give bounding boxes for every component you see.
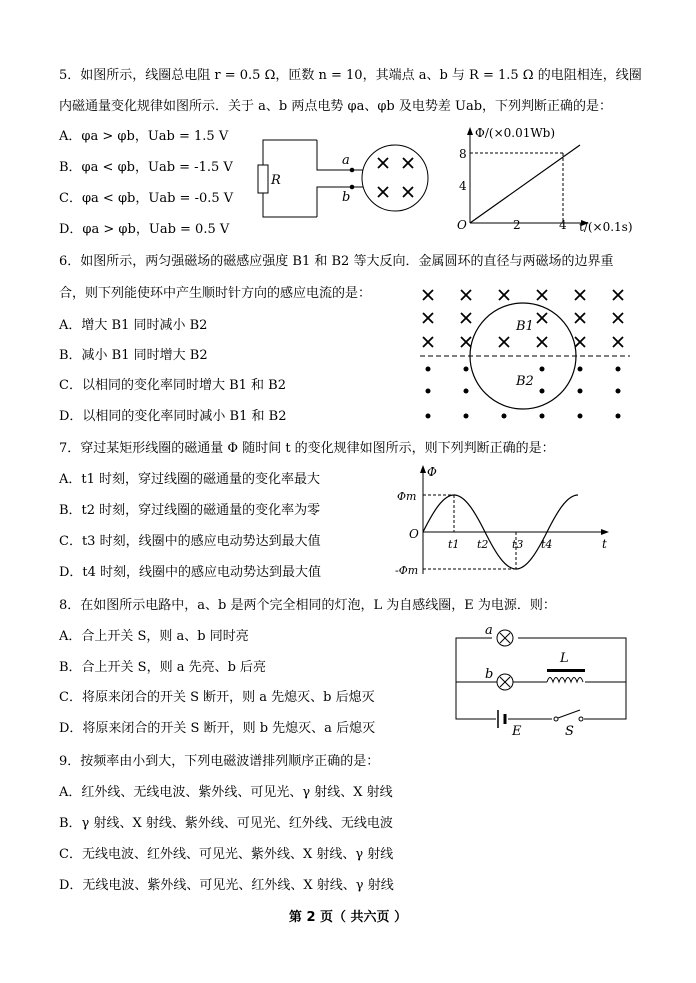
q5-graph-xtick-4: 4	[559, 218, 567, 232]
q5-graph-ytick-8: 8	[459, 147, 467, 161]
q8-label-l: L	[560, 651, 569, 666]
q7-graph-ymin: -Φm	[395, 564, 419, 577]
q5-flux-graph	[455, 125, 645, 235]
q6-b1-label: B1	[516, 319, 534, 334]
q8-label-b: b	[485, 667, 494, 682]
q9-option-b: B．γ 射线、X 射线、紫外线、可见光、红外线、无线电波	[59, 816, 393, 831]
page-footer: 第 2 页（ 共六页 ）	[288, 910, 408, 925]
q7-tick-t3: t3	[512, 538, 524, 551]
q8-option-b: B．合上开关 S，则 a 先亮、b 后亮	[59, 660, 267, 675]
q8-label-e: E	[512, 724, 522, 739]
q5-option-a: A．φa > φb，Uab = 1.5 V	[59, 129, 229, 144]
q8-label-s: S	[565, 724, 574, 739]
q5-terminal-a: a	[342, 153, 350, 168]
q7-option-d: D．t4 时刻，线圈中的感应电动势达到最大值	[59, 565, 322, 580]
q5-stem-line1: 5．如图所示，线圈总电阻 r = 0.5 Ω，匝数 n = 10，其端点 a、b 与 R = 1.5 Ω 的电阻相连，线圈	[59, 68, 642, 83]
q5-circuit-figure	[255, 135, 445, 225]
q6-option-c: C．以相同的变化率同时增大 B1 和 B2	[59, 378, 286, 393]
q5-graph-xtick-2: 2	[513, 218, 521, 232]
q6-stem-line2: 合，则下列能使环中产生顺时针方向的感应电流的是：	[59, 286, 372, 301]
q7-flux-graph	[393, 462, 623, 582]
q9-option-c: C．无线电波、红外线、可见光、紫外线、X 射线、γ 射线	[59, 847, 394, 862]
q5-graph-ytick-4: 4	[459, 179, 467, 193]
q7-graph-xlabel: t	[602, 537, 607, 551]
q9-stem: 9．按频率由小到大，下列电磁波谱排列顺序正确的是：	[59, 754, 380, 769]
q8-option-c: C．将原来闭合的开关 S 断开，则 a 先熄灭、b 后熄灭	[59, 690, 375, 705]
q6-stem-line1: 6．如图所示，两匀强磁场的磁感应强度 B1 和 B2 等大反向．金属圆环的直径与两磁场的边界重	[59, 254, 614, 269]
q7-graph-ymax: Φm	[397, 490, 417, 503]
q5-terminal-b: b	[342, 190, 351, 205]
q5-stem-line2: 内磁通量变化规律如图所示．关于 a、b 两点电势 φa、φb 及电势差 Uab，下列判断正确的是：	[59, 99, 613, 114]
q6-field-figure	[418, 285, 638, 425]
q5-graph-origin: O	[457, 218, 467, 232]
q5-graph-ylabel: Φ/(×0.01Wb)	[475, 126, 556, 140]
q8-option-d: D．将原来闭合的开关 S 断开，则 b 先熄灭、a 后熄灭	[59, 721, 376, 736]
q6-crosses-row1	[423, 290, 623, 300]
q7-tick-t2: t2	[477, 538, 489, 551]
q5-graph-xlabel: t/(×0.1s)	[579, 220, 633, 234]
q5-resistor-label: R	[271, 173, 281, 188]
q6-b2-label: B2	[516, 374, 534, 389]
q8-stem: 8．在如图所示电路中，a、b 是两个完全相同的灯泡，L 为自感线圈，E 为电源．则：	[59, 598, 556, 613]
q9-option-a: A．红外线、无线电波、紫外线、可见光、γ 射线、X 射线	[59, 785, 393, 800]
q7-graph-ylabel: Φ	[427, 465, 437, 479]
q7-option-b: B．t2 时刻，穿过线圈的磁通量的变化率为零	[59, 503, 321, 518]
q7-option-a: A．t1 时刻，穿过线圈的磁通量的变化率最大	[59, 472, 321, 487]
q5-option-c: C．φa < φb，Uab = -0.5 V	[59, 191, 234, 206]
q9-option-d: D．无线电波、紫外线、可见光、红外线、X 射线、γ 射线	[59, 878, 394, 893]
q7-option-c: C．t3 时刻，线圈中的感应电动势达到最大值	[59, 534, 321, 549]
q8-option-a: A．合上开关 S，则 a、b 同时亮	[59, 629, 249, 644]
q6-option-b: B．减小 B1 同时增大 B2	[59, 348, 208, 363]
q8-label-a: a	[485, 623, 493, 638]
q8-circuit-figure	[452, 620, 632, 740]
q5-option-b: B．φa < φb，Uab = -1.5 V	[59, 160, 233, 175]
q7-stem: 7．穿过某矩形线圈的磁通量 Φ 随时间 t 的变化规律如图所示，则下列判断正确的是：	[59, 441, 555, 456]
q6-option-d: D．以相同的变化率同时减小 B1 和 B2	[59, 409, 287, 424]
q5-option-d: D．φa > φb，Uab = 0.5 V	[59, 222, 230, 237]
q6-crosses-row3	[423, 337, 623, 347]
q5-field-crosses	[378, 158, 413, 197]
q7-graph-origin: O	[409, 527, 419, 541]
q7-tick-t1: t1	[448, 538, 460, 551]
q7-tick-t4: t4	[541, 538, 553, 551]
q6-option-a: A．增大 B1 同时减小 B2	[59, 318, 208, 333]
